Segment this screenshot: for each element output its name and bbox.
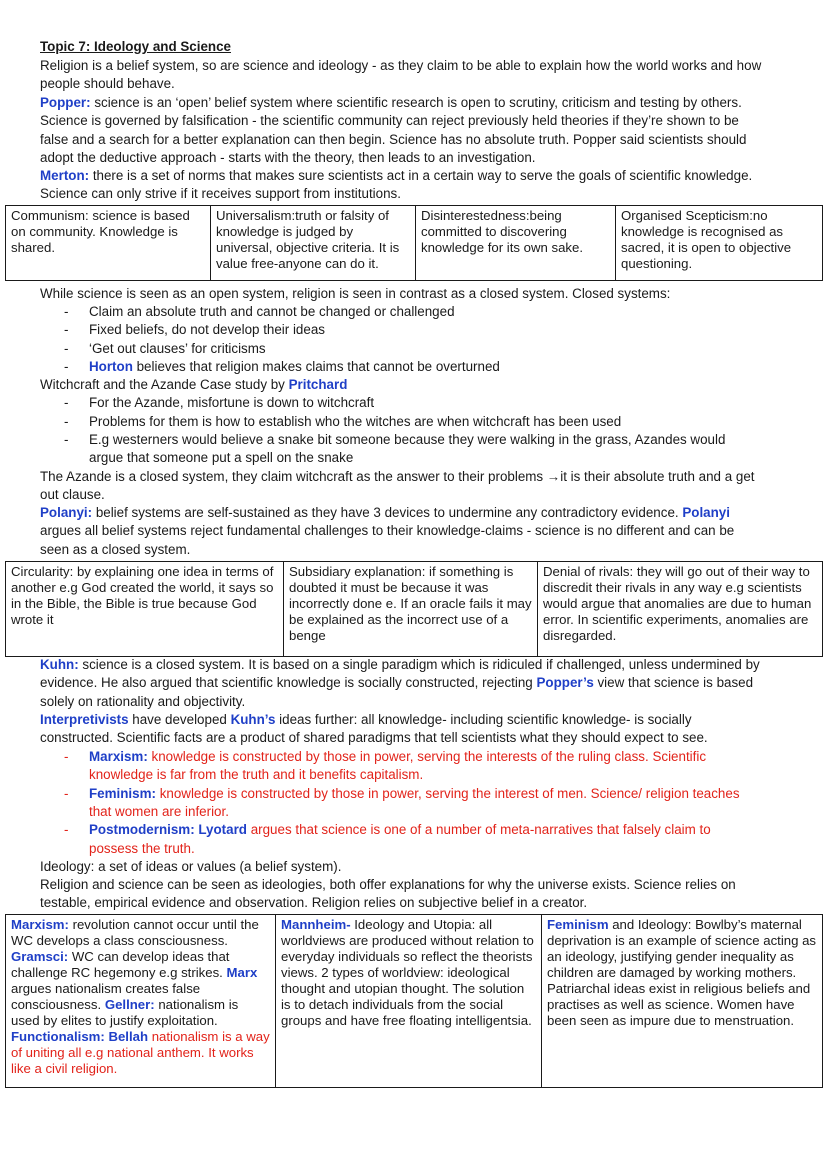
pritchard-name: Pritchard — [288, 377, 348, 392]
horton-name: Horton — [89, 359, 133, 374]
popper-line: false and a search for a better explanation can then begin. Science has no absolute truth. Popper said scientists should — [40, 131, 747, 147]
polanyi-name: Polanyi: — [40, 505, 93, 520]
interpretivists-paragraph: Interpretivists have developed Kuhn’s ideas further: all knowledge- including scientific knowledge- is socially constructed. Scientific facts are a product of shared paradigms that tell scientists what they should expect to see. — [40, 712, 708, 746]
polanyi-name-2: Polanyi — [682, 505, 730, 520]
page-title: Topic 7: Ideology and Science — [40, 39, 231, 54]
device-denial-of-rivals: Denial of rivals: they will go out of their way to discredit their rivals in any way e.g scientists would argue that anomalies are due to human error. In scientific experiments, anomalies are disregarded. — [543, 564, 812, 643]
ideologies-paragraph: Religion and science can be seen as ideologies, both offer explanations for why the universe exists. Science relies on testable, empirical evidence and observation. Religion relies on subjective belief in a creator. — [40, 877, 736, 911]
popper-line: adopt the deductive approach - starts with the theory, then leads to an investigation. — [40, 150, 536, 166]
witchcraft-heading: Witchcraft and the Azande Case study by Pritchard — [40, 377, 348, 392]
merton-line: there is a set of norms that makes sure scientists act in a certain way to serve the goals of scientific knowledge. — [89, 168, 753, 183]
norms-table — [5, 205, 823, 281]
kuhn-name: Kuhn: — [40, 657, 79, 672]
ideology-cell-feminism: Feminism and Ideology: Bowlby’s maternal deprivation is an example of science acting as an ideology, justifying gender inequality as children are damaged by working mothers. Patriarchal ideas exist in religious beliefs and practises as well as science. Women have been seen as impure due to menstruation. — [547, 917, 817, 1028]
merton-name: Merton: — [40, 168, 90, 183]
norm-communism: Communism: science is based on community. Knowledge is shared. — [6, 206, 211, 280]
ideology-cell-marxism: Marxism: revolution cannot occur until the WC develops a class consciousness. Gramsci: WC can develop ideas that challenge RC hegemony e.g strikes. Marx argues nationalism creates false consciousness. Gellner: nationalism is used by elites to justify exploitation. Functionalism: Bellah nationalism is a way of uniting all e.g national anthem. It works like a civil religion. — [6, 915, 276, 1087]
merton-paragraph — [40, 167, 752, 204]
norm-disinterestedness: Disinterestedness:being committed to discovering knowledge for its own sake. — [416, 206, 616, 280]
popper-name: Popper: — [40, 95, 91, 110]
kuhn-paragraph: Kuhn: science is a closed system. It is based on a single paradigm which is ridiculed if challenged, unless undermined by evidence. He also argued that scientific knowledge is socially constructed, rejecting Popper’s view that science is based solely on rationality and objectivity. — [40, 657, 760, 709]
popper-paragraph — [40, 94, 746, 168]
perspective-feminism-cont: that women are inferior. — [89, 804, 229, 819]
azande-line: out clause. — [40, 487, 105, 503]
devices-table — [5, 561, 823, 657]
popper-line: Science is governed by falsification - the scientific community can reject previously held theories if they’re shown to be — [40, 113, 739, 129]
device-circularity: Circularity: by explaining one idea in terms of another e.g God created the world, it says so in the Bible, the Bible is true because God wrote it — [6, 562, 284, 656]
intro-line: people should behave. — [40, 76, 175, 92]
merton-line: Science can only strive if it receives support from institutions. — [40, 186, 401, 202]
closed-systems-intro: While science is seen as an open system, religion is seen in contrast as a closed system. Closed systems: — [40, 286, 671, 301]
ideology-table — [5, 914, 823, 1088]
popper-ref: Popper’s — [536, 675, 594, 691]
norm-universalism: Universalism:truth or falsity of knowledge is judged by universal, objective criteria. It is value free-anyone can do it. — [211, 206, 416, 280]
ideology-definition: Ideology: a set of ideas or values (a belief system). — [40, 859, 342, 874]
popper-line: science is an ‘open’ belief system where scientific research is open to scrutiny, criticism and testing by others. — [90, 95, 742, 110]
list-item-continuation: argue that someone put a spell on the snake — [89, 450, 354, 465]
polanyi-paragraph: Polanyi: belief systems are self-sustained as they have 3 devices to undermine any contradictory evidence. Polanyi argues all belief systems reject fundamental challenges to their knowledge-claims - science is no different and can be seen as a closed system. — [40, 505, 735, 557]
perspective-postmodernism-cont: possess the truth. — [89, 841, 195, 856]
ideology-cell-mannheim: Mannheim- Ideology and Utopia: all worldviews are produced without relation to everyday individuals so reflect the theorists views. 2 types of worldview: ideological thought and utopian thought. The solution is to detach individuals from the social groups and have free floating intelligentsia. — [276, 915, 542, 1087]
intro-paragraph — [40, 57, 761, 94]
norm-organised-scepticism: Organised Scepticism:no knowledge is recognised as sacred, it is open to objective questioning. — [621, 208, 792, 271]
azande-closed-paragraph — [40, 468, 755, 505]
perspective-marxism-cont: knowledge is far from the truth and it benefits capitalism. — [89, 767, 424, 782]
azande-line: The Azande is a closed system, they claim witchcraft as the answer to their problems →it is their absolute truth and a get — [40, 469, 755, 484]
interpretivists-name: Interpretivists — [40, 712, 129, 727]
kuhn-ref: Kuhn’s — [230, 712, 276, 727]
device-subsidiary-explanation: Subsidiary explanation: if something is doubted it must be because it was incorrectly done e. If an oracle fails it may be explained as the incorrect use of a benge — [284, 562, 538, 656]
intro-line: Religion is a belief system, so are science and ideology - as they claim to be able to explain how the world works and how — [40, 58, 762, 73]
